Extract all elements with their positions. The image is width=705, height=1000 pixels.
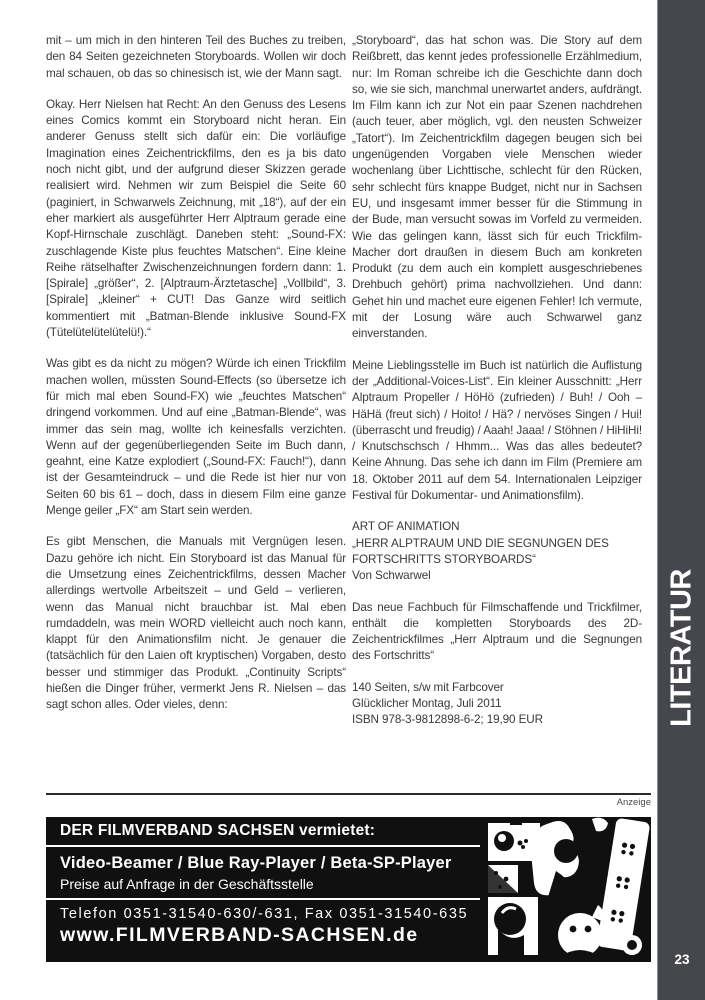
filmverband-ad [46,817,651,962]
book-publisher-info: Glücklicher Montag, Juli 2011 [352,696,502,710]
ad-marker-label: Anzeige [616,797,651,808]
paragraph: Es gibt Menschen, die Manuals mit Vergnügen lesen. Dazu gehöre ich nicht. Ein Storyboard ist das Manual für die Umsetzung eines Zeichentrickfilms, dessen Macher allerdings wertvolle Arbeitszeit – und Geld – verlieren, wenn das Manual nicht brauchbar ist. Mal eben rumdaddeln, was mein WORD vielleicht auch noch kann, klappt für den Animationsfilm nicht. Je genauer die (tatsächlich für den Laien oft kryptischen) Vorgaben, desto besser und stimmiger das Produkt. „Continuity Scripts“ hießen die Dinger früher, vermerkt Jens R. Nielsen – das sagt schon alles. Oder vieles, denn: [46,535,346,712]
ad-offer-row [46,847,480,900]
book-description: Das neue Fachbuch für Filmschaffende und Trickfilmer, enthält die kompletten Storyboards des 2D-Zeichentrickfilmes „Herr Alptraum und die Segnungen des Fortschritts“ [352,600,642,663]
paragraph: mit – um mich in den hinteren Teil des Buches zu treiben, den 84 Seiten gezeichneten Storyboards. Wollen wir doch mal schauen, ob das so chinesisch ist, wie der Mann sagt. [46,34,346,80]
book-title-block [352,519,642,584]
book-isbn-price: ISBN 978-3-9812898-6-2; 19,90 EUR [352,713,543,727]
book-title: „HERR ALPTRAUM UND DIE SEGNUNGEN DES FORTSCHRITTS STORYBOARDS“ [352,536,609,566]
book-pages-info: 140 Seiten, s/w mit Farbcover [352,680,504,694]
ad-website-url: www.FILMVERBAND-SACHSEN.de [60,924,419,946]
book-details-block [352,680,642,729]
paragraph: „Storyboard“, das hat schon was. Die Story auf dem Reißbrett, das kennt jedes professionelle Erzählmedium, nur: Im Roman schreibe ich die Geschichte dann doch so, wie sie sich, manchmal unerwartet anders, aufdrängt. Im Film kann ich zur Not ein paar Szenen nachdrehen (auch teuer, aber möglich, vgl. den neusten Schweizer „Tatort“). Im Zeichentrickfilm dagegen beugen sich bei ungenügenden Vorgaben viele Menschen wieder wochenlang über Lichttische, schlecht für den Rücken, sehr schlecht fürs knappe Budget, nicht nur in Sachsen EU, und insgesamt immer besser für die Stimmung in der Bude, man versucht sowas im Vorfeld zu vermeiden. Wie das gelingen kann, lässt sich für euch Trickfilm-Macher dort draußen in diesem Buch am konkreten Produkt (zu dem auch ein komplett ausgeschriebenes Drehbuch gehört) prima nachvollziehen. Und dann: Gehet hin und machet eure eigenen Fehler! Ich vermute, mit der Losung wäre auch Schwarwel ganz einverstanden. [352,34,642,341]
page-number: 23 [674,952,690,967]
ad-separator-rule [46,793,651,795]
section-sidebar [657,0,705,1000]
ad-text-area [46,817,480,962]
ad-contact-row [46,900,480,962]
book-series-title: ART OF ANIMATION [352,520,460,534]
section-label: LITERATUR [665,569,698,727]
ad-headline: DER FILMVERBAND SACHSEN vermietet: [46,817,480,847]
ad-price-note: Preise auf Anfrage in der Geschäftsstelle [60,876,314,892]
ad-comic-illustration [480,817,651,962]
article-right-column [352,33,642,729]
book-author: Von Schwarwel [352,569,431,583]
paragraph: Was gibt es da nicht zu mögen? Würde ich einen Trickfilm machen wollen, müssten Sound-Effects (so übersetze ich für mich mal eben Sound-FX) wie „feuchtes Matschen“ dringend vorkommen. Und auf eine „Batman-Blende“, was immer das sein mag, wollte ich keinesfalls verzichten. Wenn auf der gegenüberliegenden Seite im Buch dann, geahnt, eine Katze explodiert („Sound-FX: Fauch!“), dann ist der Gesamteindruck – und die Rede ist hier nur von Seiten 60 bis 61 – doch, dass in diesem Film eine ganze Menge geiler „FX“ am Start sein werden. [46,357,346,518]
paragraph: Meine Lieblingsstelle im Buch ist natürlich die Auflistung der „Additional-Voices-List“. Ein kleiner Ausschnitt: „Herr Alptraum Propeller / HöHö (zufrieden) / Buh! / Ooh – HäHä (freut sich) / Hoito! / Hä? / nervöses Singen / Hui! (überrascht und freudig) / Aaah! Jaaa! / Stöhnen / HiHiHi! / Knutschschsch / Hhmm... Was das alles bedeutet? Keine Ahnung. Das sehe ich dann im Film (Premiere am 18. Oktober 2011 auf dem 54. Internationalen Leipziger Festival für Dokumentar- und Animationsfilm). [352,358,642,503]
article-left-column [46,33,346,729]
ad-products: Video-Beamer / Blue Ray-Player / Beta-SP-Player [60,854,452,872]
ad-phone-fax: Telefon 0351-31540-630/-631, Fax 0351-31540-635 [60,906,469,922]
paragraph: Okay. Herr Nielsen hat Recht: An den Genuss des Lesens eines Comics kommt ein Storyboard nicht heran. Ein anderer Genuss stellt sich dafür ein: Die vorläufige Imagination eines Zeichentrickfilms, den es ja bis dato noch nicht gibt, und der aufgrund dieser Skizzen gerade realisiert wird. Nehmen wir zum Beispiel die Seite 60 (paginiert, in Schwarwels Zeichnung, mit „18“), auf der ein eher markiert als ausgeführter Herr Alptraum gerade eine Kopf-Hirnschale zuschlägt. Daneben steht: „Sound-FX: zuschlagende Kiste plus feuchtes Matschen“. Eine kleine Reihe rätselhafter Zwischenzeichnungen fordern dann: 1. [Spirale] „größer“, 2. [Alptraum-Ärztetasche] „Vollbild“, 3. [Spirale] „kleiner“ + CUT! Das Ganze wird seitlich kommentiert mit „Batman-Blende inklusive Sound-FX (Tütelütelütelütelü!).“ [46,97,346,340]
